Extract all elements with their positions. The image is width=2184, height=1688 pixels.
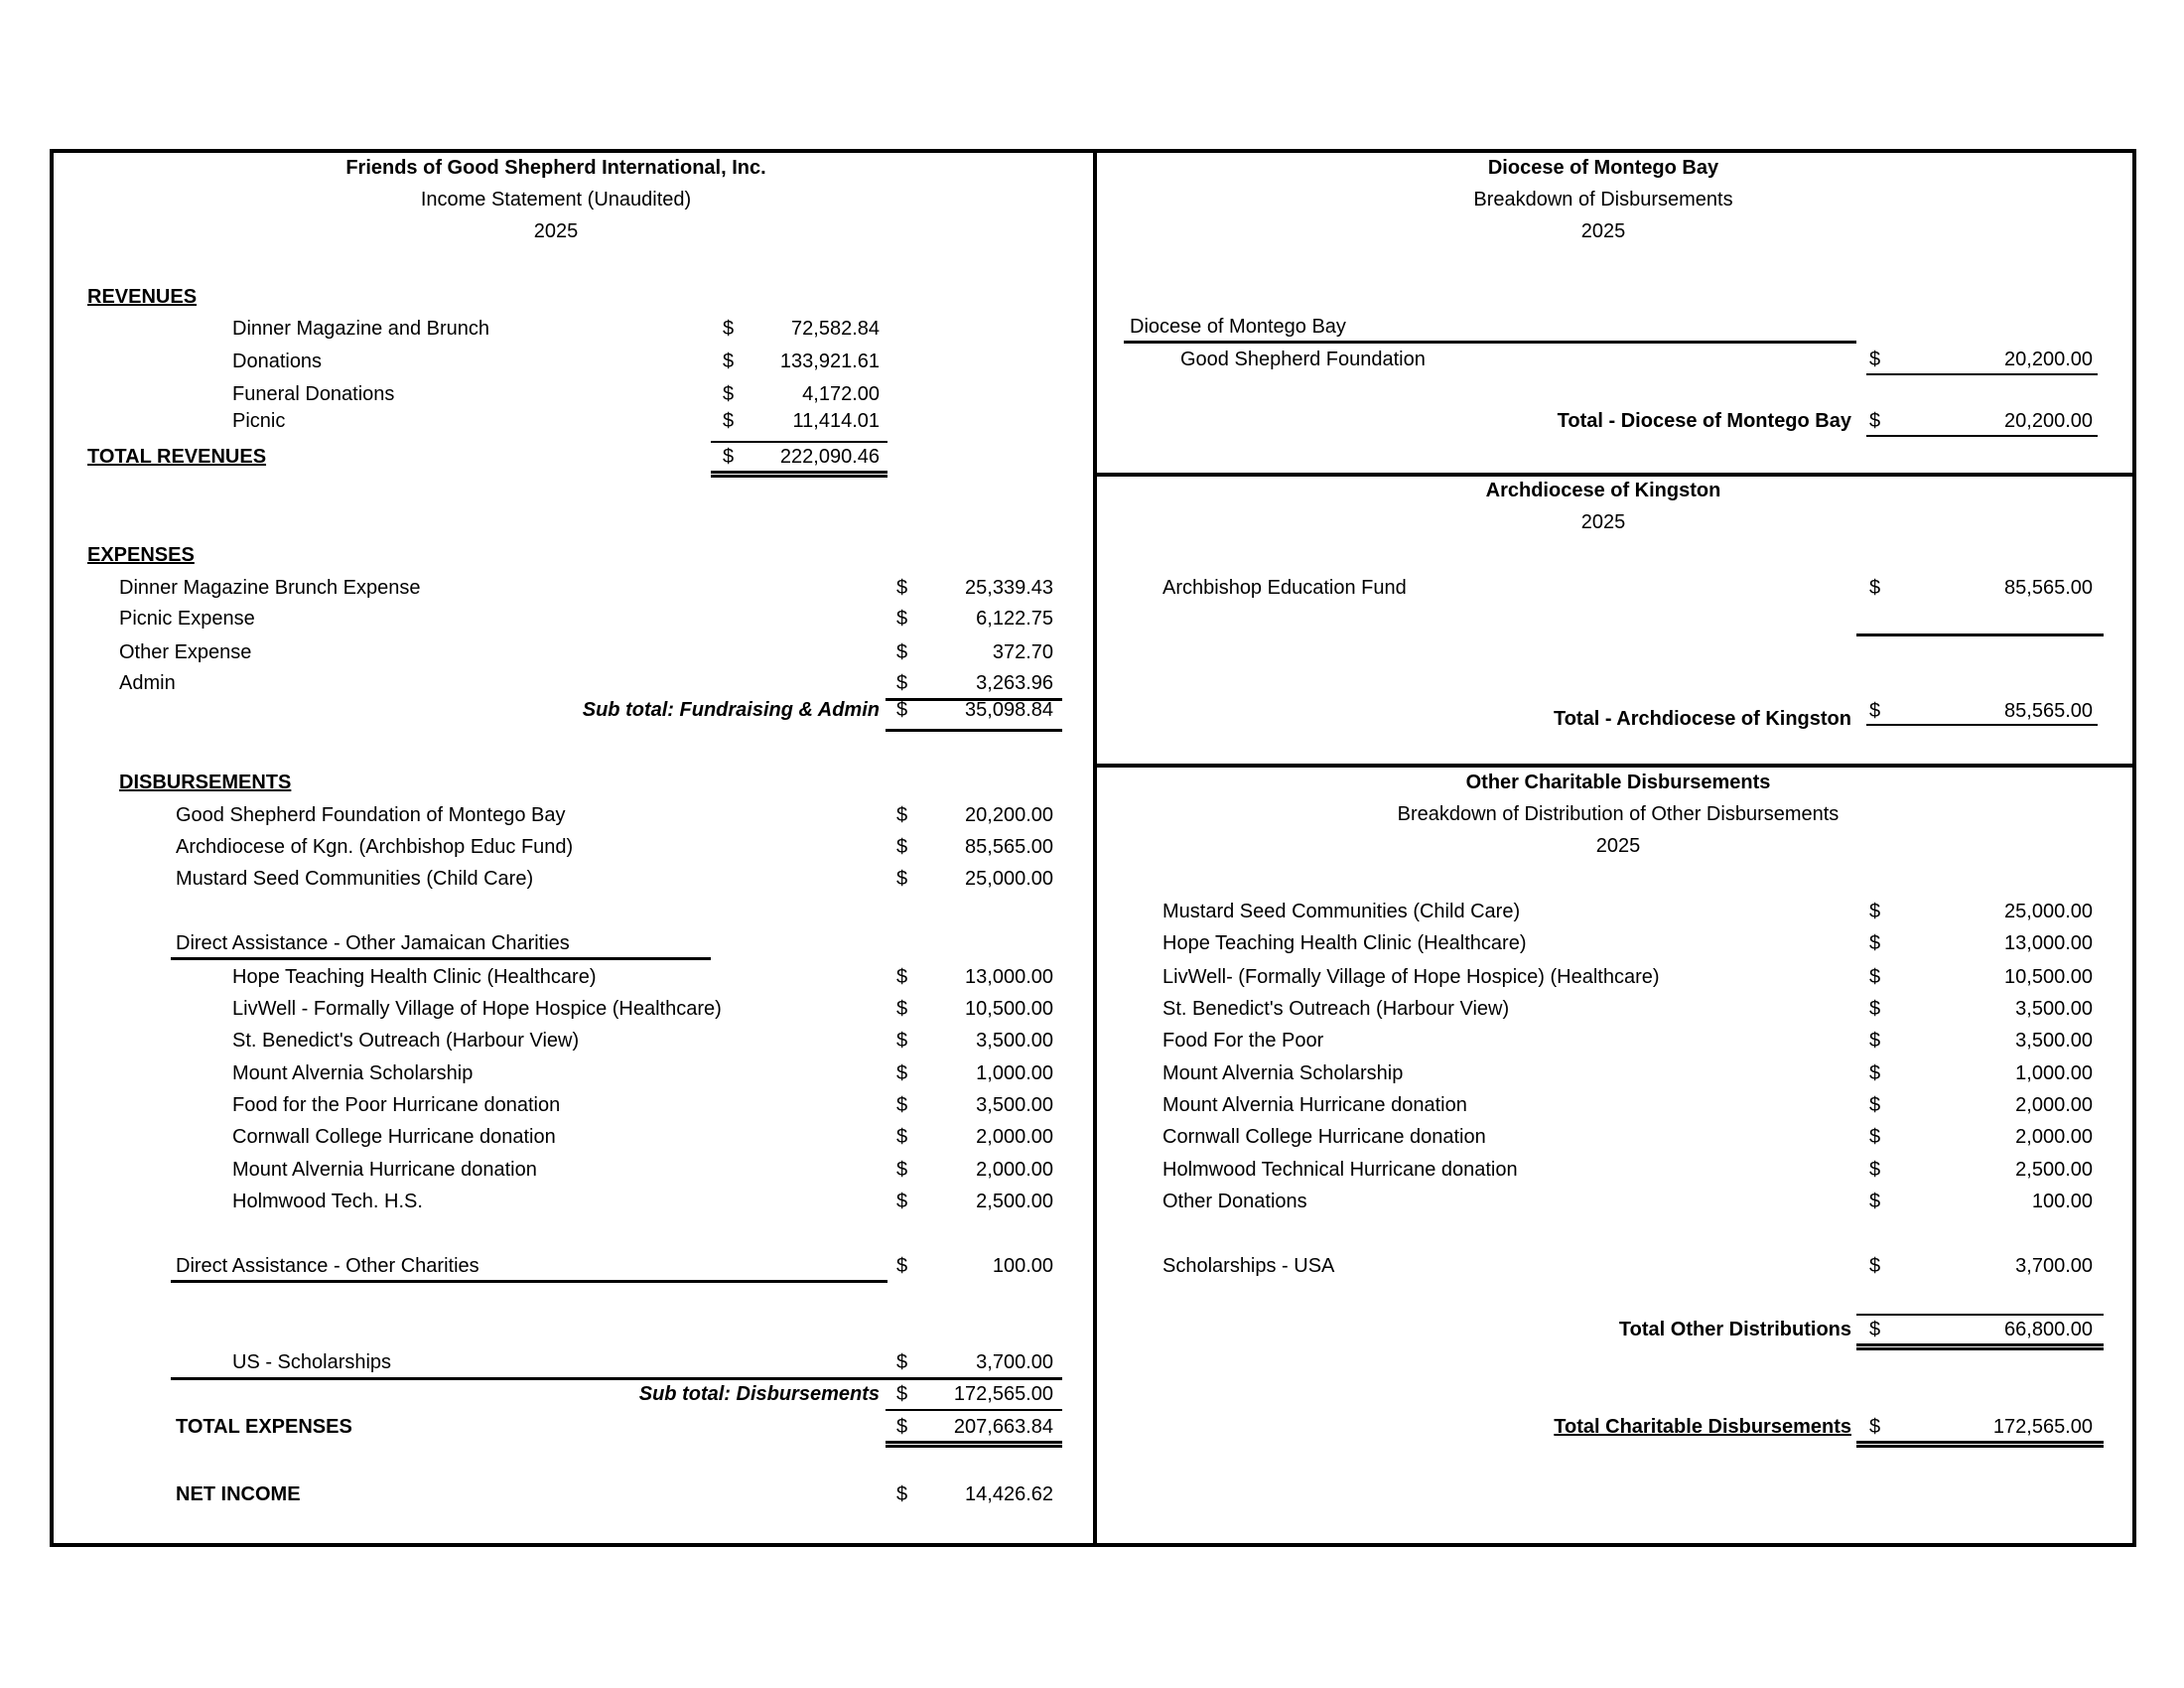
subtotal-disbursements-label: Sub total: Disbursements xyxy=(638,1383,880,1405)
grand-total-label: Total Charitable Disbursements xyxy=(1554,1416,1851,1438)
jamaican-charity-row-currency: $ xyxy=(896,1062,908,1084)
other-charity-row-label: Mustard Seed Communities (Child Care) xyxy=(1162,901,1521,922)
jamaican-charity-row-amount: 3,500.00 xyxy=(976,1094,1053,1116)
other-total-rule-top xyxy=(1856,1314,2104,1316)
other-charity-row-amount: 3,500.00 xyxy=(2015,998,2093,1020)
direct-jamaican-rule xyxy=(171,957,711,960)
other-charity-row-amount: 2,000.00 xyxy=(2015,1126,2093,1148)
revenues-heading: REVENUES xyxy=(87,286,198,308)
other-charity-row-amount: 3,500.00 xyxy=(2015,1030,2093,1052)
kingston-total-label: Total - Archdiocese of Kingston xyxy=(1553,708,1851,730)
jamaican-charity-row-label: Holmwood Tech. H.S. xyxy=(232,1191,423,1212)
net-income-amount: 14,426.62 xyxy=(965,1483,1053,1505)
montego-section-label: Diocese of Montego Bay xyxy=(1130,316,1346,338)
disbursement-row-amount: 25,000.00 xyxy=(965,868,1053,890)
scholarships-usa-label: Scholarships - USA xyxy=(1162,1255,1335,1277)
grand-total-currency: $ xyxy=(1869,1416,1881,1438)
other-charity-row-currency: $ xyxy=(1869,901,1881,922)
total-revenues-double-rule xyxy=(711,471,887,478)
revenue-row-label: Donations xyxy=(232,351,323,372)
jamaican-charity-row-label: Mount Alvernia Scholarship xyxy=(232,1062,474,1084)
expense-row-amount: 3,263.96 xyxy=(976,672,1053,694)
disbursements-heading: DISBURSEMENTS xyxy=(119,772,292,793)
subtotal-fundraising-label: Sub total: Fundraising & Admin xyxy=(582,699,880,721)
statement-year: 2025 xyxy=(533,220,579,242)
expenses-heading: EXPENSES xyxy=(87,544,195,566)
other-charity-row-currency: $ xyxy=(1869,1030,1881,1052)
revenue-row-label: Funeral Donations xyxy=(232,383,395,405)
revenue-row-amount: 72,582.84 xyxy=(791,318,880,340)
total-expenses-currency: $ xyxy=(896,1416,908,1438)
jamaican-charity-row-amount: 2,000.00 xyxy=(976,1159,1053,1181)
org-title: Friends of Good Shepherd International, Inc. xyxy=(345,157,766,179)
other-charity-row-currency: $ xyxy=(1869,1126,1881,1148)
revenue-row-currency: $ xyxy=(723,383,735,405)
jamaican-charity-row-currency: $ xyxy=(896,1191,908,1212)
disbursement-row-currency: $ xyxy=(896,804,908,826)
subtotal-disbursements-rule xyxy=(886,1409,1062,1411)
other-charity-row-label: LivWell- (Formally Village of Hope Hospice) (Healthcare) xyxy=(1162,966,1660,988)
jamaican-charity-row-label: Mount Alvernia Hurricane donation xyxy=(232,1159,537,1181)
other-charity-row-amount: 10,500.00 xyxy=(2004,966,2093,988)
revenue-row-currency: $ xyxy=(723,410,735,432)
other-subtitle: Breakdown of Distribution of Other Disbursements xyxy=(1397,803,1840,825)
montego-item-amount: 20,200.00 xyxy=(2004,349,2093,370)
disbursement-row-amount: 20,200.00 xyxy=(965,804,1053,826)
subtotal-fundraising-rule xyxy=(886,729,1062,732)
us-scholarships-currency: $ xyxy=(896,1351,908,1373)
kingston-item-currency: $ xyxy=(1869,577,1881,599)
other-charity-row-label: Holmwood Technical Hurricane donation xyxy=(1162,1159,1518,1181)
center-divider xyxy=(1093,149,1097,1547)
total-revenues-currency: $ xyxy=(723,446,735,468)
total-expenses-double-rule xyxy=(886,1441,1062,1448)
direct-other-currency: $ xyxy=(896,1255,908,1277)
kingston-total-currency: $ xyxy=(1869,700,1881,722)
total-revenues-rule-top xyxy=(711,441,887,443)
us-scholarships-amount: 3,700.00 xyxy=(976,1351,1053,1373)
other-total-currency: $ xyxy=(1869,1319,1881,1340)
other-charity-row-label: Food For the Poor xyxy=(1162,1030,1324,1052)
total-revenues-label: TOTAL REVENUES xyxy=(87,446,267,468)
expense-row-currency: $ xyxy=(896,577,908,599)
montego-item-label: Good Shepherd Foundation xyxy=(1180,349,1426,370)
other-charity-row-label: St. Benedict's Outreach (Harbour View) xyxy=(1162,998,1510,1020)
expense-row-label: Picnic Expense xyxy=(119,608,255,630)
jamaican-charity-row-amount: 2,500.00 xyxy=(976,1191,1053,1212)
net-income-currency: $ xyxy=(896,1483,908,1505)
jamaican-charity-row-currency: $ xyxy=(896,966,908,988)
us-scholarships-rule xyxy=(171,1377,1062,1380)
other-charity-row-label: Mount Alvernia Hurricane donation xyxy=(1162,1094,1467,1116)
us-scholarships-label: US - Scholarships xyxy=(232,1351,392,1373)
other-charity-row-label: Mount Alvernia Scholarship xyxy=(1162,1062,1404,1084)
direct-other-rule xyxy=(171,1280,887,1283)
other-charity-row-currency: $ xyxy=(1869,998,1881,1020)
other-total-label: Total Other Distributions xyxy=(1618,1319,1851,1340)
disbursement-row-currency: $ xyxy=(896,868,908,890)
grand-total-double-rule xyxy=(1856,1441,2104,1448)
other-title: Other Charitable Disbursements xyxy=(1465,772,1771,793)
disbursement-row-label: Archdiocese of Kgn. (Archbishop Educ Fund) xyxy=(176,836,574,858)
total-revenues-amount: 222,090.46 xyxy=(779,446,880,468)
montego-section-rule xyxy=(1124,341,1856,344)
expense-row-amount: 372.70 xyxy=(992,641,1053,663)
other-total-double-rule xyxy=(1856,1343,2104,1350)
kingston-item-label: Archbishop Education Fund xyxy=(1162,577,1407,599)
other-charity-row-label: Hope Teaching Health Clinic (Healthcare) xyxy=(1162,932,1527,954)
kingston-item-amount: 85,565.00 xyxy=(2004,577,2093,599)
scholarships-usa-currency: $ xyxy=(1869,1255,1881,1277)
net-income-label: NET INCOME xyxy=(176,1483,301,1505)
revenue-row-currency: $ xyxy=(723,351,735,372)
montego-total-amount: 20,200.00 xyxy=(2004,410,2093,432)
expense-row-currency: $ xyxy=(896,608,908,630)
other-charity-row-amount: 25,000.00 xyxy=(2004,901,2093,922)
other-charity-row-currency: $ xyxy=(1869,1191,1881,1212)
jamaican-charity-row-amount: 13,000.00 xyxy=(965,966,1053,988)
montego-item-currency: $ xyxy=(1869,349,1881,370)
kingston-item-rule xyxy=(1856,633,2104,636)
expense-row-currency: $ xyxy=(896,672,908,694)
grand-total-amount: 172,565.00 xyxy=(1992,1416,2093,1438)
other-charity-row-amount: 13,000.00 xyxy=(2004,932,2093,954)
expense-row-label: Admin xyxy=(119,672,176,694)
direct-other-label: Direct Assistance - Other Charities xyxy=(176,1255,479,1277)
statement-subtitle: Income Statement (Unaudited) xyxy=(420,189,692,211)
disbursement-row-label: Mustard Seed Communities (Child Care) xyxy=(176,868,534,890)
kingston-year: 2025 xyxy=(1580,511,1626,533)
other-charity-row-label: Cornwall College Hurricane donation xyxy=(1162,1126,1486,1148)
montego-total-currency: $ xyxy=(1869,410,1881,432)
direct-jamaican-label: Direct Assistance - Other Jamaican Charities xyxy=(176,932,570,954)
jamaican-charity-row-amount: 1,000.00 xyxy=(976,1062,1053,1084)
expense-row-label: Other Expense xyxy=(119,641,252,663)
other-charity-row-amount: 100.00 xyxy=(2031,1191,2093,1212)
expense-row-amount: 25,339.43 xyxy=(965,577,1053,599)
total-expenses-amount: 207,663.84 xyxy=(953,1416,1053,1438)
jamaican-charity-row-amount: 3,500.00 xyxy=(976,1030,1053,1052)
jamaican-charity-row-label: Food for the Poor Hurricane donation xyxy=(232,1094,561,1116)
disbursement-row-amount: 85,565.00 xyxy=(965,836,1053,858)
direct-other-amount: 100.00 xyxy=(992,1255,1053,1277)
jamaican-charity-row-label: Cornwall College Hurricane donation xyxy=(232,1126,556,1148)
jamaican-charity-row-label: St. Benedict's Outreach (Harbour View) xyxy=(232,1030,580,1052)
expense-row-currency: $ xyxy=(896,641,908,663)
subtotal-disbursements-currency: $ xyxy=(896,1383,908,1405)
other-charity-row-amount: 2,000.00 xyxy=(2015,1094,2093,1116)
other-charity-row-currency: $ xyxy=(1869,1094,1881,1116)
disbursement-row-currency: $ xyxy=(896,836,908,858)
subtotal-fundraising-amount: 35,098.84 xyxy=(965,699,1053,721)
disbursement-row-label: Good Shepherd Foundation of Montego Bay xyxy=(176,804,566,826)
montego-item-rule xyxy=(1866,373,2098,375)
other-year: 2025 xyxy=(1595,835,1641,857)
jamaican-charity-row-currency: $ xyxy=(896,998,908,1020)
kingston-total-amount: 85,565.00 xyxy=(2004,700,2093,722)
montego-total-label: Total - Diocese of Montego Bay xyxy=(1557,410,1851,432)
montego-subtitle: Breakdown of Disbursements xyxy=(1473,189,1733,211)
other-charity-row-currency: $ xyxy=(1869,1159,1881,1181)
jamaican-charity-row-amount: 2,000.00 xyxy=(976,1126,1053,1148)
other-total-amount: 66,800.00 xyxy=(2004,1319,2093,1340)
revenue-row-label: Picnic xyxy=(232,410,286,432)
expense-row-amount: 6,122.75 xyxy=(976,608,1053,630)
jamaican-charity-row-currency: $ xyxy=(896,1126,908,1148)
subtotal-disbursements-amount: 172,565.00 xyxy=(953,1383,1053,1405)
jamaican-charity-row-currency: $ xyxy=(896,1094,908,1116)
other-charity-row-currency: $ xyxy=(1869,932,1881,954)
jamaican-charity-row-currency: $ xyxy=(896,1159,908,1181)
right-divider-1 xyxy=(1093,473,2136,477)
total-expenses-label: TOTAL EXPENSES xyxy=(176,1416,352,1438)
jamaican-charity-row-currency: $ xyxy=(896,1030,908,1052)
revenue-row-currency: $ xyxy=(723,318,735,340)
jamaican-charity-row-label: Hope Teaching Health Clinic (Healthcare) xyxy=(232,966,597,988)
revenue-row-amount: 4,172.00 xyxy=(802,383,880,405)
revenue-row-amount: 133,921.61 xyxy=(779,351,880,372)
jamaican-charity-row-label: LivWell - Formally Village of Hope Hospice (Healthcare) xyxy=(232,998,722,1020)
other-charity-row-label: Other Donations xyxy=(1162,1191,1307,1212)
other-charity-row-amount: 1,000.00 xyxy=(2015,1062,2093,1084)
montego-year: 2025 xyxy=(1580,220,1626,242)
expense-row-label: Dinner Magazine Brunch Expense xyxy=(119,577,421,599)
other-charity-row-currency: $ xyxy=(1869,1062,1881,1084)
right-divider-2 xyxy=(1093,764,2136,768)
montego-title: Diocese of Montego Bay xyxy=(1487,157,1719,179)
jamaican-charity-row-amount: 10,500.00 xyxy=(965,998,1053,1020)
kingston-title: Archdiocese of Kingston xyxy=(1485,480,1721,501)
revenue-row-amount: 11,414.01 xyxy=(792,410,880,432)
subtotal-fundraising-currency: $ xyxy=(896,699,908,721)
montego-total-rule xyxy=(1866,435,2098,437)
other-charity-row-currency: $ xyxy=(1869,966,1881,988)
scholarships-usa-amount: 3,700.00 xyxy=(2015,1255,2093,1277)
other-charity-row-amount: 2,500.00 xyxy=(2015,1159,2093,1181)
kingston-total-rule xyxy=(1866,724,2098,726)
revenue-row-label: Dinner Magazine and Brunch xyxy=(232,318,490,340)
